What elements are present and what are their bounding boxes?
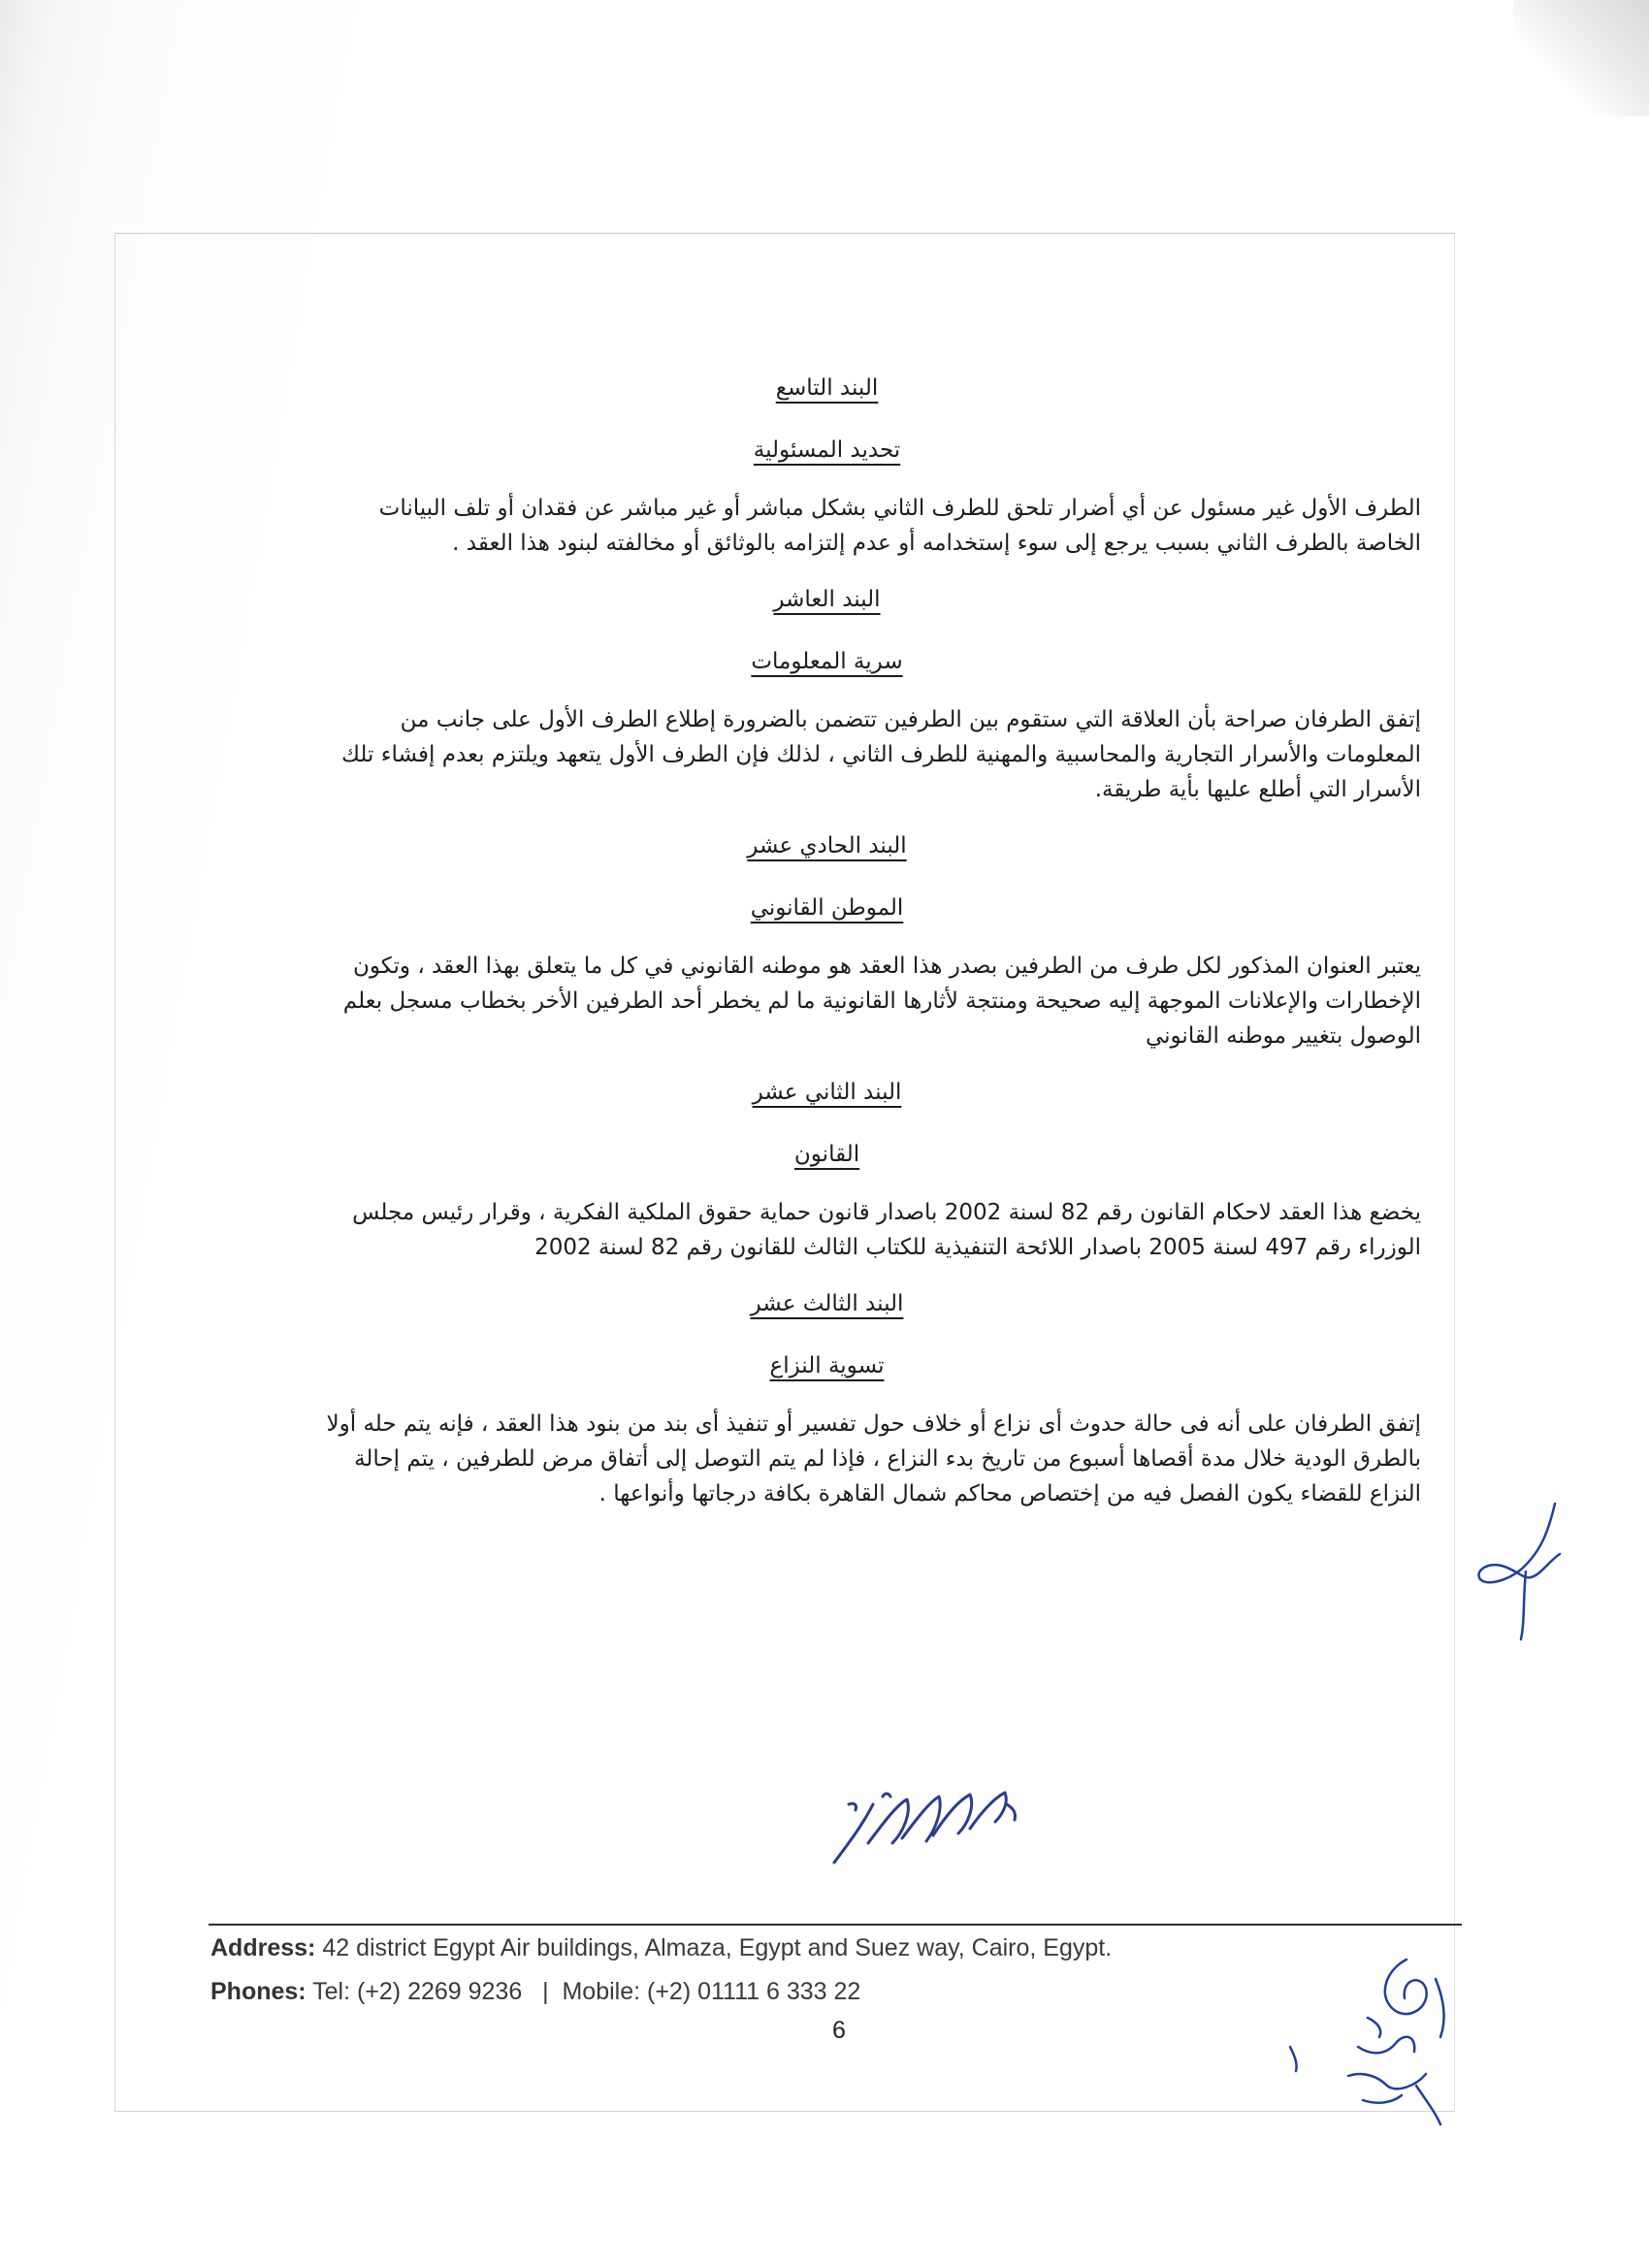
- clause-number: البند التاسع: [775, 375, 879, 401]
- clause-number: البند العاشر: [773, 587, 881, 612]
- paragraph-line: إتفق الطرفان صراحة بأن العلاقة التي ستقوم بين الطرفين تتضمن بالضرورة إطلاع الطرف الأول على جانب من: [400, 707, 1421, 732]
- paragraph-line: المعلومات والأسرار التجارية والمحاسبية والمهنية للطرف الثاني ، لذلك فإن الطرف الأول يتعهد ويلتزم بعدم إفشاء تلك: [341, 742, 1421, 767]
- paragraph-line: الخاصة بالطرف الثاني بسبب يرجع إلى سوء إستخدامه أو عدم إلتزامه بالوثائق أو مخالفته لبنود هذا العقد .: [452, 531, 1421, 556]
- paragraph-line: يعتبر العنوان المذكور لكل طرف من الطرفين بصدر هذا العقد هو موطنه القانوني في كل ما يتعلق بهذا العقد ، وتكون: [353, 954, 1421, 979]
- stamp-signature: [1271, 1940, 1484, 2134]
- clause-number: البند الحادي عشر: [747, 833, 907, 859]
- footer-address: [210, 1934, 1112, 1962]
- clause-number: البند الثالث عشر: [750, 1291, 904, 1316]
- clause-number: البند الثاني عشر: [752, 1080, 902, 1105]
- clause-paragraph: [233, 949, 1421, 1053]
- clause-10: [233, 582, 1421, 807]
- paragraph-line: الطرف الأول غير مسئول عن أي أضرار تلحق للطرف الثاني بشكل مباشر أو غير مباشر عن فقدان أو تلف البيانات: [378, 496, 1421, 521]
- paragraph-line: الوزراء رقم 497 لسنة 2005 باصدار اللائحة التنفيذية للكتاب الثالث للقانون رقم 82 لسنة 2002: [534, 1235, 1421, 1260]
- clause-9: [233, 371, 1421, 561]
- phones-label: Phones:: [210, 1978, 307, 2005]
- footer-phones: [210, 1978, 860, 2006]
- clause-paragraph: [233, 491, 1421, 561]
- paragraph-line: الوصول بتغيير موطنه القانوني: [1145, 1023, 1421, 1049]
- paper-corner-fold: [1513, 0, 1649, 116]
- phones-text: Tel: (+2) 2269 9236 | Mobile: (+2) 01111 6 333 22: [306, 1978, 861, 2005]
- paragraph-line: إتفق الطرفان على أنه فى حالة حدوث أى نزاع أو خلاف حول تفسير أو تنفيذ أى بند من بنود هذا العقد ، فإنه يتم حله أولا: [326, 1411, 1421, 1437]
- clause-title: القانون: [793, 1142, 860, 1167]
- clause-12: [233, 1075, 1421, 1265]
- paragraph-line: الإخطارات والإعلانات الموجهة إليه صحيحة ومنتجة لأثارها القانونية ما لم يخطر أحد الطرفين الأخر بخطاب مسجل بعلم: [342, 988, 1421, 1014]
- margin-initials-signature: [1463, 1494, 1579, 1688]
- paragraph-line: الأسرار التي أطلع عليها بأية طريقة.: [1094, 777, 1421, 802]
- footer-divider: [209, 1924, 1462, 1926]
- page-number: 6: [832, 2017, 846, 2044]
- clause-11: [233, 828, 1421, 1053]
- paragraph-line: بالطرق الودية خلال مدة أقصاها أسبوع من تاريخ بدء النزاع ، فإذا لم يتم التوصل إلى أتفاق مرض للطرفين ، يتم إحالة: [354, 1446, 1421, 1472]
- clause-title: الموطن القانوني: [750, 895, 904, 921]
- clause-title: سرية المعلومات: [751, 649, 903, 674]
- address-text: 42 district Egypt Air buildings, Almaza, Egypt and Suez way, Cairo, Egypt.: [315, 1934, 1113, 1961]
- paragraph-line: يخضع هذا العقد لاحكام القانون رقم 82 لسنة 2002 باصدار قانون حماية حقوق الملكية الفكرية ، وقرار رئيس مجلس: [352, 1200, 1421, 1225]
- contract-body: [233, 349, 1421, 1521]
- clause-13: [233, 1286, 1421, 1511]
- clause-paragraph: [233, 702, 1421, 807]
- paragraph-line: النزاع للقضاء يكون الفصل فيه من إختصاص محاكم شمال القاهرة بكافة درجاتها وأنواعها .: [598, 1481, 1421, 1507]
- center-signature: [815, 1775, 1038, 1872]
- clause-paragraph: [233, 1407, 1421, 1511]
- clause-title: تسوية النزاع: [769, 1353, 885, 1378]
- address-label: Address:: [210, 1934, 316, 1961]
- clause-paragraph: [233, 1195, 1421, 1265]
- clause-title: تحديد المسئولية: [753, 437, 901, 463]
